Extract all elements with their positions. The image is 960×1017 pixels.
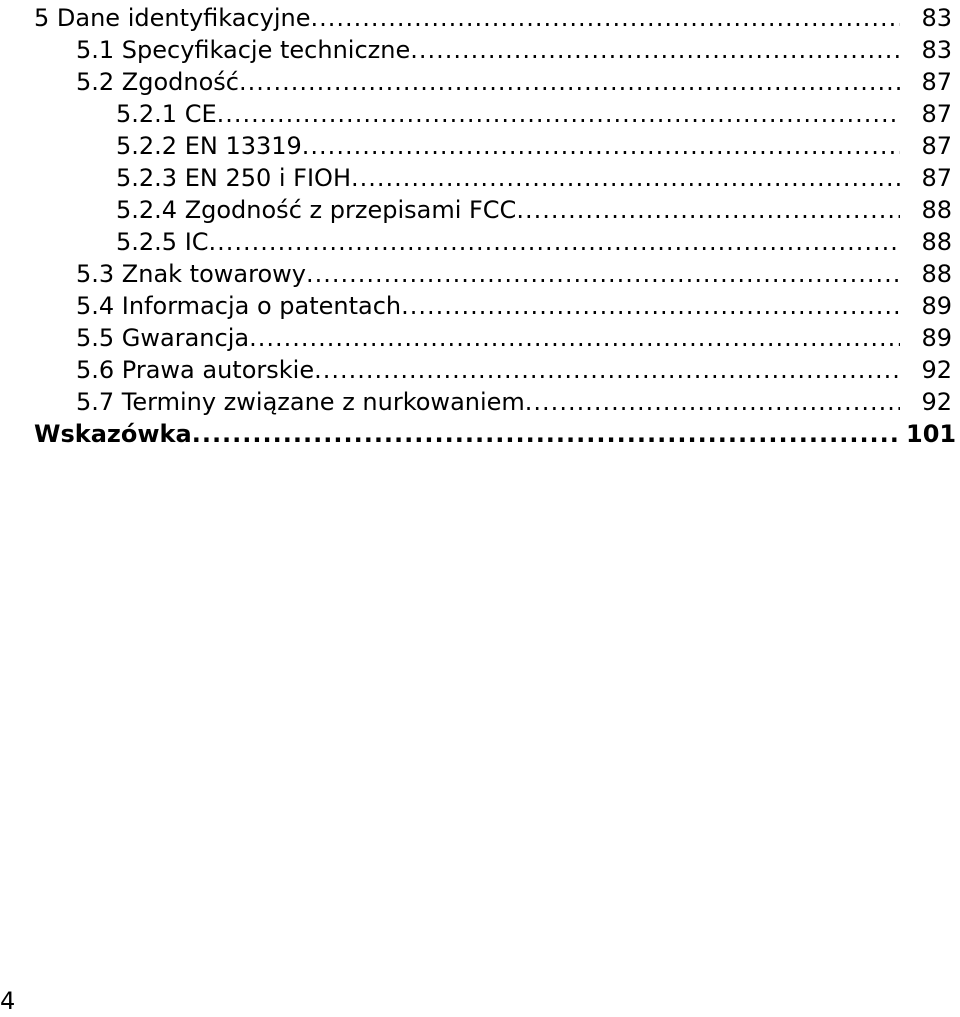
toc-entry-title: 5.4 Informacja o patentach xyxy=(76,292,402,320)
toc-entry[interactable] xyxy=(0,34,960,66)
toc-entry-title: 5.2.1 CE xyxy=(116,100,217,128)
toc-entry-title: 5 Dane identyfikacyjne xyxy=(34,4,311,32)
toc-entry-page: 89 xyxy=(921,292,952,320)
dot-leader xyxy=(192,418,900,450)
toc-entry[interactable] xyxy=(0,418,960,450)
toc-entry-title: 5.2 Zgodność xyxy=(76,68,239,96)
dot-leader xyxy=(239,66,900,98)
toc-entry[interactable] xyxy=(0,2,960,34)
toc-entry[interactable] xyxy=(0,354,960,386)
toc-entry-page: 88 xyxy=(921,196,952,224)
table-of-contents xyxy=(0,2,960,450)
toc-entry[interactable] xyxy=(0,162,960,194)
toc-entry-title: 5.2.5 IC xyxy=(116,228,209,256)
toc-entry[interactable] xyxy=(0,386,960,418)
toc-entry[interactable] xyxy=(0,258,960,290)
dot-leader xyxy=(516,194,900,226)
dot-leader xyxy=(351,162,900,194)
toc-entry-title: Wskazówka xyxy=(34,420,192,448)
toc-entry-title: 5.6 Prawa autorskie xyxy=(76,356,315,384)
toc-entry[interactable] xyxy=(0,130,960,162)
dot-leader xyxy=(249,322,900,354)
dot-leader xyxy=(306,258,900,290)
toc-entry-title: 5.2.3 EN 250 i FIOH xyxy=(116,164,351,192)
dot-leader xyxy=(525,386,900,418)
toc-entry-page: 88 xyxy=(921,260,952,288)
dot-leader xyxy=(401,290,900,322)
toc-entry-page: 83 xyxy=(921,4,952,32)
toc-entry-title: 5.2.4 Zgodność z przepisami FCC xyxy=(116,196,517,224)
toc-entry-page: 92 xyxy=(921,356,952,384)
toc-entry-title: 5.2.2 EN 13319 xyxy=(116,132,302,160)
toc-entry[interactable] xyxy=(0,98,960,130)
toc-entry-page: 101 xyxy=(906,420,957,448)
dot-leader xyxy=(311,2,900,34)
toc-entry-page: 87 xyxy=(921,68,952,96)
toc-entry-title: 5.1 Specyfikacje techniczne xyxy=(76,36,411,64)
dot-leader xyxy=(217,98,900,130)
toc-entry-page: 87 xyxy=(921,132,952,160)
dot-leader xyxy=(209,226,900,258)
page-number: 4 xyxy=(0,987,16,1015)
toc-entry[interactable] xyxy=(0,322,960,354)
toc-entry-page: 89 xyxy=(921,324,952,352)
toc-entry[interactable] xyxy=(0,66,960,98)
toc-entry-title: 5.5 Gwarancja xyxy=(76,324,250,352)
dot-leader xyxy=(410,34,900,66)
toc-entry-page: 83 xyxy=(921,36,952,64)
toc-entry[interactable] xyxy=(0,226,960,258)
toc-entry[interactable] xyxy=(0,290,960,322)
dot-leader xyxy=(302,130,900,162)
toc-entry-page: 87 xyxy=(921,100,952,128)
toc-entry[interactable] xyxy=(0,194,960,226)
toc-entry-page: 87 xyxy=(921,164,952,192)
dot-leader xyxy=(314,354,900,386)
toc-entry-page: 92 xyxy=(921,388,952,416)
toc-entry-page: 88 xyxy=(921,228,952,256)
toc-entry-title: 5.7 Terminy związane z nurkowaniem xyxy=(76,388,525,416)
toc-entry-title: 5.3 Znak towarowy xyxy=(76,260,306,288)
